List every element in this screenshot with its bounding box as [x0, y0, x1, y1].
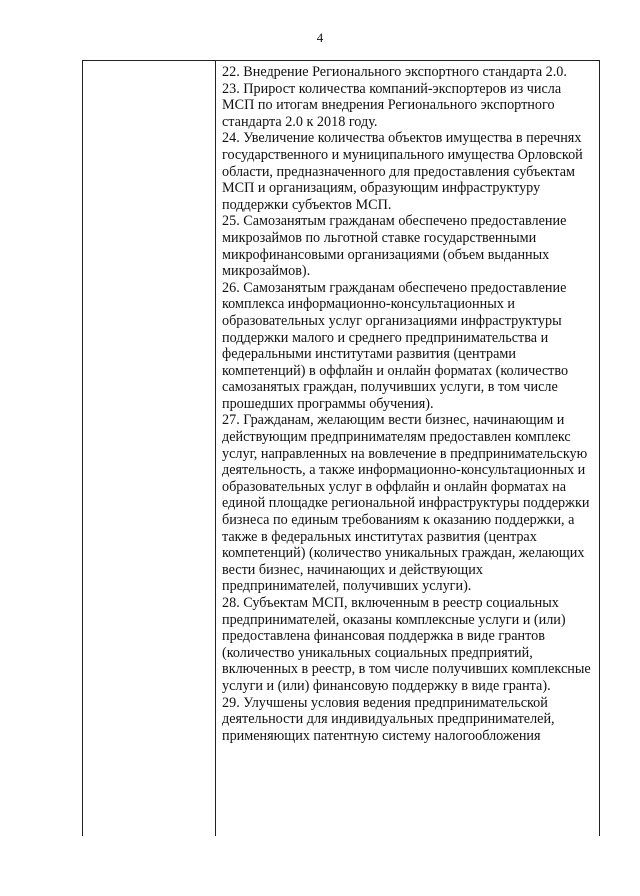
table-left-cell: [83, 61, 216, 837]
list-item-28: 28. Субъектам МСП, включенным в реестр социальных предпринимателей, оказаны комплексные услуги и (или) предоставлена финансовая поддержка в виде грантов (количество уникальных социальных предприятий, включенных в реестр, в том числе получивших комплексные услуги и (или) финансовую поддержку в виде гранта).: [222, 595, 591, 694]
list-item-29: 29. Улучшены условия ведения предпринимательской деятельности для индивидуальных предпринимателей, применяющих патентную систему налогообложения: [222, 694, 555, 744]
page-number: 4: [316, 30, 324, 45]
list-item-27: 27. Гражданам, желающим вести бизнес, начинающим и действующим предпринимателям предоставлен комплекс услуг, направленных на вовлечение в предпринимательскую деятельность, а также информационно-консультационных и образовательных услуг в оффлайн и онлайн форматах на единой площадке региональной инфраструктуры поддержки бизнеса по единым требованиям к оказанию поддержки, а также в федеральных институтах развития (центрах компетенций) (количество уникальных граждан, желающих вести бизнес, начинающих и действующих предпринимателей, получивших услуги).: [222, 412, 590, 595]
table-row: [83, 61, 600, 837]
list-item-25: 25. Самозанятым гражданам обеспечено предоставление микрозаймов по льготной ставке государственными микрофинансовыми организациями (объем выданных микрозаймов).: [222, 213, 567, 280]
table-right-cell: [216, 61, 600, 837]
list-item-23: 23. Прирост количества компаний-экспортеров из числа МСП по итогам внедрения Регионального экспортного стандарта 2.0 к 2018 году.: [222, 80, 562, 130]
document-table: [82, 60, 600, 836]
list-item-26: 26. Самозанятым гражданам обеспечено предоставление комплекса информационно-консультационных и образовательных услуг организациями инфраструктуры поддержки малого и среднего предпринимательства и федеральными институтами развития (центрами компетенций) в оффлайн и онлайн форматах (количество самозанятых граждан, получивших услуги, в том числе прошедших программы обучения).: [222, 279, 569, 412]
list-item-24: 24. Увеличение количества объектов имущества в перечнях государственного и муниципального имущества Орловской области, предназначенного для предоставления субъектам МСП и организациям, образующим инфраструктуру поддержки субъектов МСП.: [222, 130, 583, 213]
list-item-22: 22. Внедрение Регионального экспортного стандарта 2.0.: [222, 64, 567, 80]
